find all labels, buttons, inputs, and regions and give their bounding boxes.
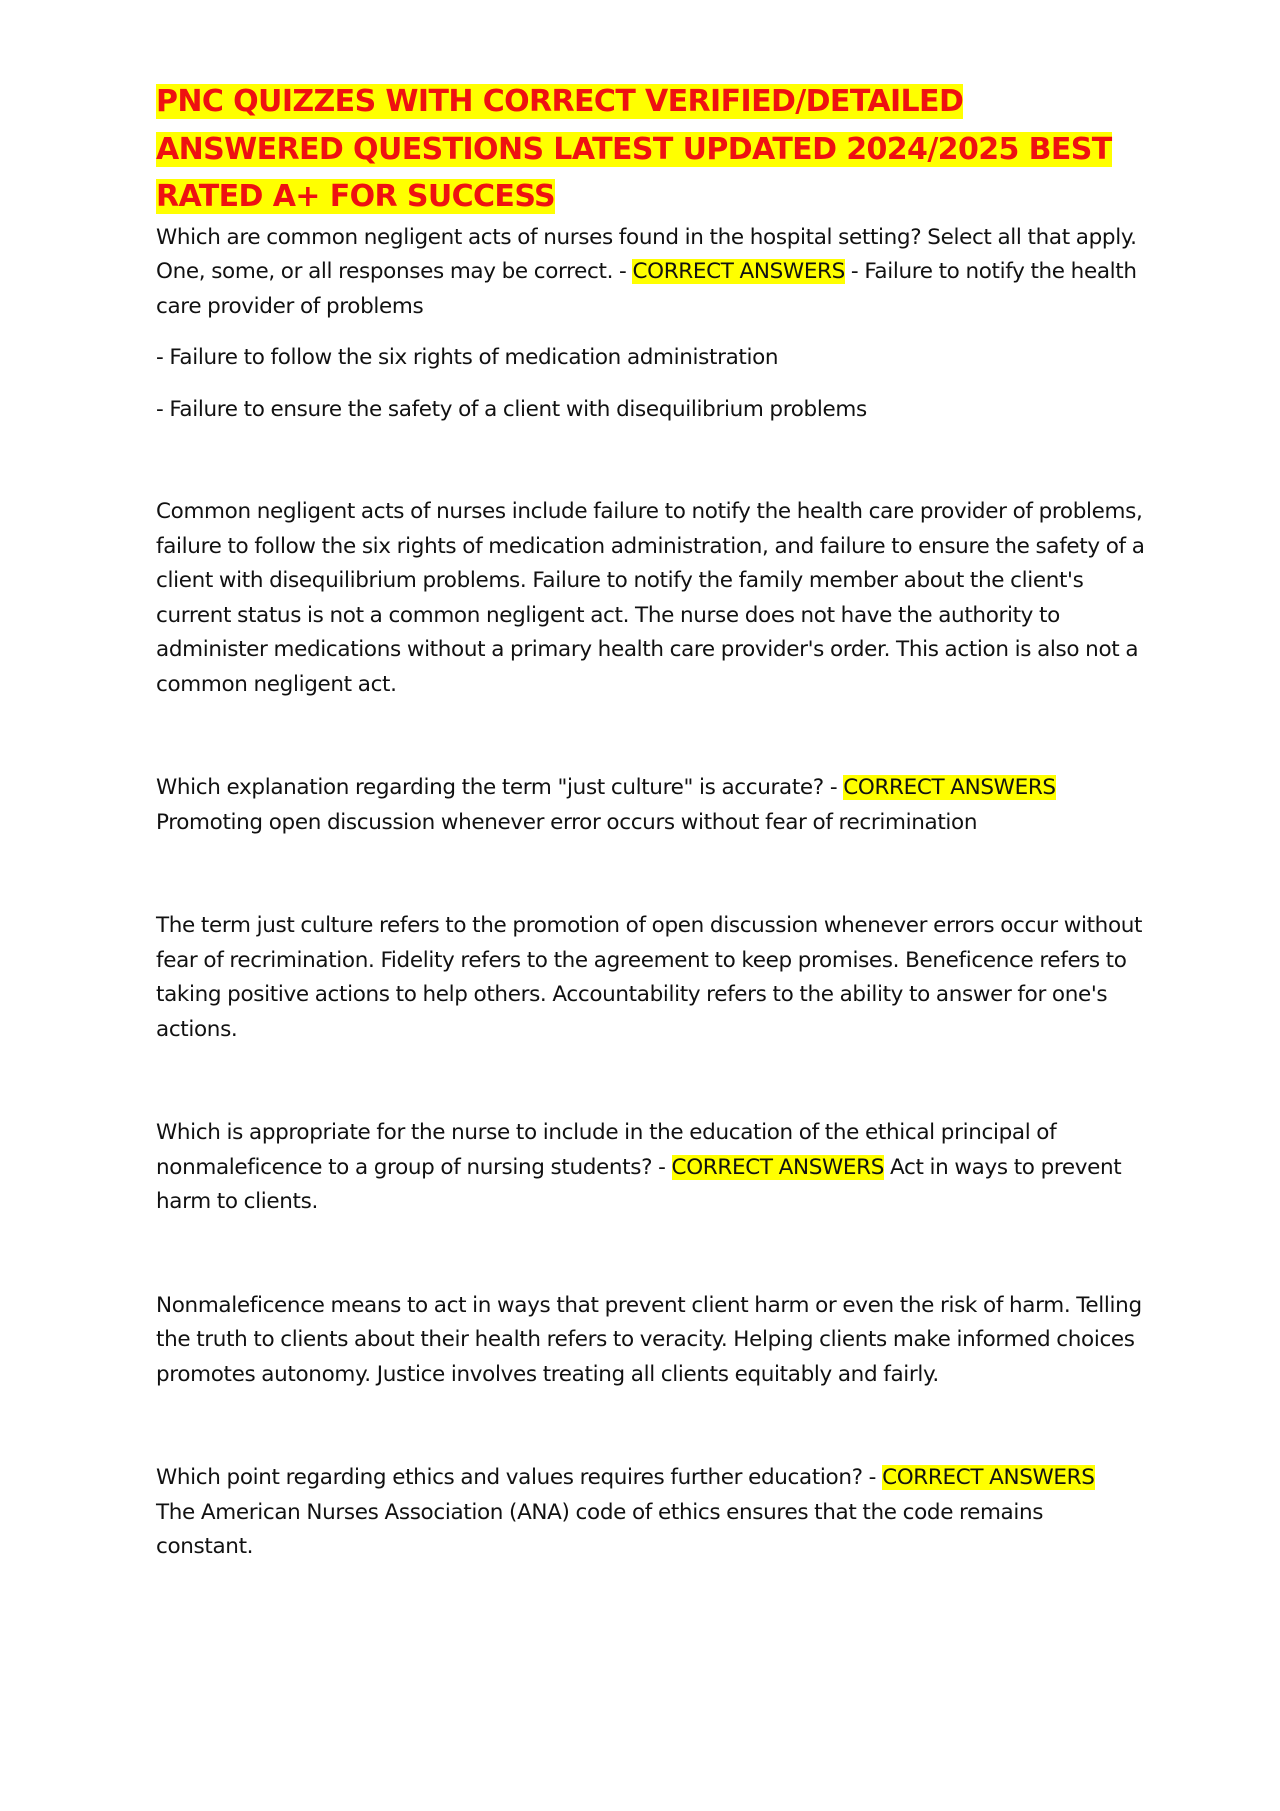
answer-2: Promoting open discussion whenever error occurs without fear of recrimination — [156, 809, 978, 835]
question-4 — [156, 1461, 1146, 1565]
explanation-3: Nonmaleficence means to act in ways that prevent client harm or even the risk of harm. Telling the truth to clients about their health refers to veracity. Helping clients make informed choices promotes autonomy. Justice involves treating all clients equitably and fairly. — [156, 1292, 1142, 1387]
correct-answers-tag: CORRECT ANSWERS — [632, 259, 845, 284]
document-title — [156, 78, 1146, 221]
question-1 — [156, 221, 1146, 325]
explanation-1: Common negligent acts of nurses include failure to notify the health care provider of problems, failure to follow the six rights of medication administration, and failure to ensure the safety of a client with disequilibrium problems. Failure to notify the family member about the client's current status is not a common negligent act. The nurse does not have the authority to administer medications without a primary health care provider's order. This action is also not a common negligent act. — [156, 499, 1145, 697]
question-3-text: Which is appropriate for the nurse to include in the education of the ethical principal of nonmaleficence to a group of nursing students? - — [156, 1120, 1057, 1180]
correct-answers-tag: CORRECT ANSWERS — [882, 1465, 1095, 1490]
answer-1-line-3: - Failure to ensure the safety of a client with disequilibrium problems — [156, 396, 867, 422]
answer-3: Act in ways to prevent harm to clients. — [156, 1154, 1122, 1214]
correct-answers-tag: CORRECT ANSWERS — [671, 1154, 885, 1180]
answer-1-line-1: - Failure to notify the health care provider of problems — [156, 259, 1137, 319]
explanation-2: The term just culture refers to the promotion of open discussion whenever errors occur without fear of recrimination. Fidelity refers to the agreement to keep promises. Beneficence refers to taking positive actions to help others. Accountability refers to the ability to answer for one's actions. — [156, 913, 1143, 1042]
question-2 — [156, 771, 1146, 840]
correct-answers-tag: CORRECT ANSWERS — [843, 775, 1056, 800]
question-4-text: Which point regarding ethics and values requires further education? - — [156, 1465, 883, 1490]
question-1-text: Which are common negligent acts of nurses found in the hospital setting? Select all that apply. One, some, or all responses may be correct. - — [156, 224, 1137, 284]
answer-4: The American Nurses Association (ANA) code of ethics ensures that the code remains constant. — [156, 1499, 1044, 1559]
answer-1-line-2: - Failure to follow the six rights of medication administration — [156, 345, 779, 370]
document-title-text: PNC QUIZZES WITH CORRECT VERIFIED/DETAILED ANSWERED QUESTIONS LATEST UPDATED 2024/2025 BEST RATED A+ FOR SUCCESS — [156, 84, 1112, 214]
question-3 — [156, 1116, 1146, 1220]
question-2-text: Which explanation regarding the term "just culture" is accurate? - — [156, 775, 844, 800]
document-page — [156, 78, 1146, 1565]
